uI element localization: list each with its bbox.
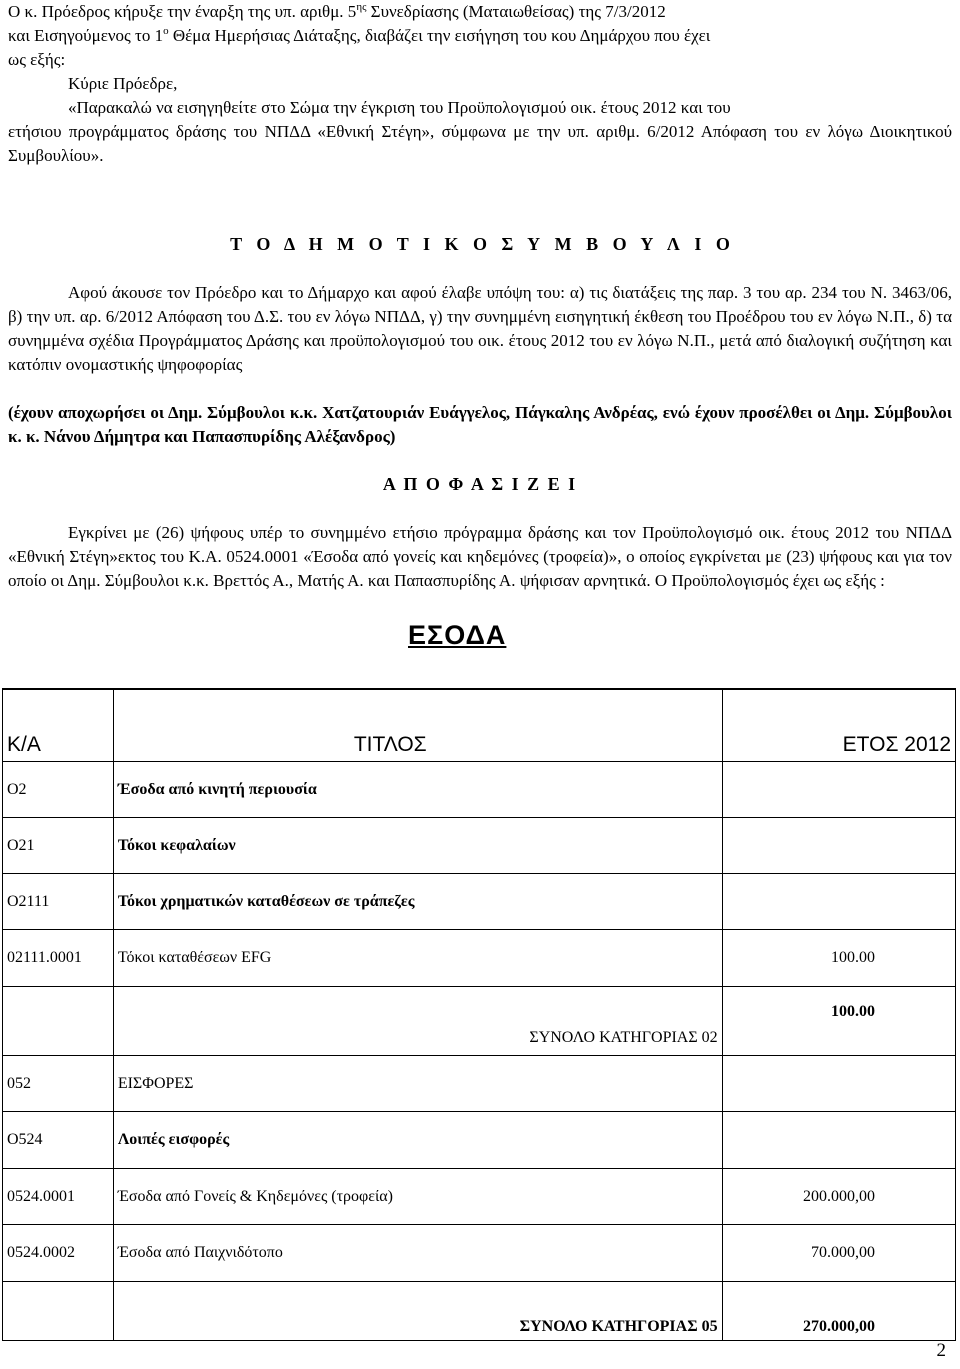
table-row: Ο2 Έσοδα από κινητή περιουσία (3, 762, 956, 818)
proposal-text: «Παρακαλώ να εισηγηθείτε στο Σώμα την έγκριση του Προϋπολογισμού οικ. έτους 2012 και του (68, 98, 731, 117)
col-header-year: ΕΤΟΣ 2012 (722, 689, 955, 762)
table-subtotal-row: ΣΥΝΟΛΟ ΚΑΤΗΓΟΡΙΑΣ 05 270.000,00 (3, 1282, 956, 1341)
table-row: 052 ΕΙΣΦΟΡΕΣ (3, 1056, 956, 1112)
salutation: Κύριε Πρόεδρε, (68, 74, 178, 93)
table-row: Ο21 Τόκοι κεφαλαίων (3, 818, 956, 874)
table-row: 02111.0001 Τόκοι καταθέσεων EFG 100.00 (3, 930, 956, 987)
table-row: Ο2111 Τόκοι χρηματικών καταθέσεων σε τράπεζες (3, 874, 956, 930)
absence-note: (έχουν αποχωρήσει οι Δημ. Σύμβουλοι κ.κ. Χατζατουριάν Ευάγγελος, Πάγκαλης Ανδρέας, ενώ έχουν προσέλθει οι Δημ. Σύμβουλοι κ. κ. Νάνου Δήμητρα και Παπασπυρίδης Αλέξανδρος) (8, 403, 952, 446)
intro-line-2: και Εισηγούμενος το $1^o$ Θέμα Ημερήσιας Διάταξης, διαβάζει την εισήγηση του κου Δημάρχου που έχει (8, 25, 711, 45)
revenues-title: ΕΣΟΔΑ (408, 620, 507, 650)
table-row: Ο524 Λοιπές εισφορές (3, 1112, 956, 1169)
budget-table (2, 688, 956, 1341)
intro-line-3: ως εξής: (8, 50, 66, 69)
page-number: 2 (936, 1340, 946, 1361)
considerations-text: Αφού άκουσε τον Πρόεδρο και το Δήμαρχο και αφού έλαβε υπόψη του: α) τις διατάξεις της παρ. 3 του αρ. 234 του Ν. 3463/06, β) την υπ. αρ. 6/2012 Απόφαση του Δ.Σ. του εν λόγω ΝΠΔΔ, γ) την συνημμένη εισηγητική έκθεση του Προέδρου του εν λόγω Ν.Π., δ) τα συνημμένα σχέδια Προγράμματος Δράσης και προϋπολογισμού του οικ. έτους 2012 του εν λόγω Ν.Π., μετά από διαλογική συζήτηση και κατόπιν ονομαστικής ψηφοφορίας (8, 283, 952, 374)
decision-text: Εγκρίνει με (26) ψήφους υπέρ το συνημμένο ετήσιο πρόγραμμα δράσης και τον Προϋπολογισμό οικ. έτους 2012 του ΝΠΔΔ «Εθνική Στέγη»εκτος του Κ.Α. 0524.0001 «Έσοδα από γονείς και κηδεμόνες (τροφεία)», ο οποίος εγκρίνεται με (23) ψήφους και για τον οποίο οι Δημ. Σύμβουλοι κ.κ. Βρεττός Α., Ματής Α. και Παπασπυρίδης Α. ψήφισαν αρνητικά. Ο Προϋπολογισμός έχει ως εξής : (8, 523, 952, 590)
proposal-text-cont: ετήσιου προγράμματος δράσης του ΝΠΔΔ «Εθνική Στέγη», σύμφωνα με την υπ. αριθμ. 6/2012 Απόφαση του εν λόγω Διοικητικού Συμβουλίου». (8, 122, 952, 165)
council-heading: Τ Ο Δ Η Μ Ο Τ Ι Κ Ο Σ Υ Μ Β Ο Υ Λ Ι Ο (230, 234, 730, 254)
intro-line: Ο κ. Πρόεδρος κήρυξε την έναρξη της υπ. αριθμ. $5^{\eta\varsigma}$ Συνεδρίασης (Ματαιωθείσας) της 7/3/2012 (8, 1, 666, 21)
decision-heading: Α Π Ο Φ Α Σ Ι Ζ Ε Ι (382, 474, 578, 494)
col-header-code: Κ/Α (3, 689, 114, 762)
table-header-row (3, 689, 956, 762)
col-header-title: ΤΙΤΛΟΣ (113, 689, 722, 762)
table-subtotal-row: ΣΥΝΟΛΟ ΚΑΤΗΓΟΡΙΑΣ 02 100.00 (3, 987, 956, 1056)
table-row: 0524.0001 Έσοδα από Γονείς & Κηδεμόνες (τροφεία) 200.000,00 (3, 1169, 956, 1225)
table-row: 0524.0002 Έσοδα από Παιχνιδότοπο 70.000,00 (3, 1225, 956, 1282)
